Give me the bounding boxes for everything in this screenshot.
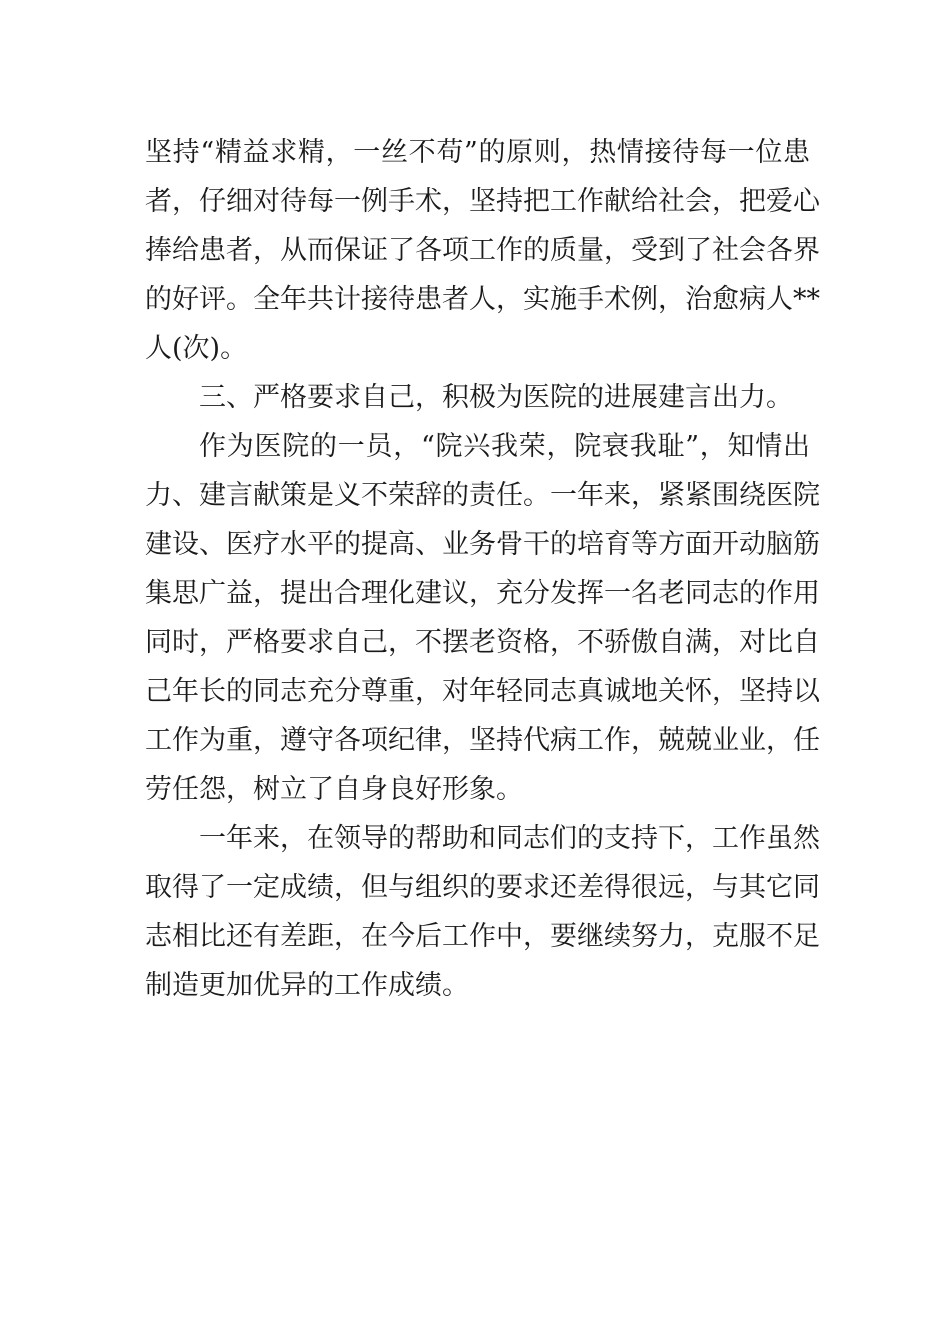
paragraph-line: 建设、医疗水平的提高、业务骨干的培育等方面开动脑筋 xyxy=(145,529,820,560)
paragraph-line: 劳任怨，树立了自身良好形象。 xyxy=(145,774,523,805)
paragraph-line: 者，仔细对待每一例手术，坚持把工作献给社会，把爱心 xyxy=(145,186,820,217)
paragraph-line: 制造更加优异的工作成绩。 xyxy=(145,970,469,1001)
paragraph-line: 力、建言献策是义不荣辞的责任。一年来，紧紧围绕医院 xyxy=(145,480,820,511)
paragraph-line: 一年来，在领导的帮助和同志们的支持下，工作虽然 xyxy=(199,823,820,854)
paragraph-line: 取得了一定成绩，但与组织的要求还差得很远，与其它同 xyxy=(145,872,820,903)
paragraph-line: 集思广益，提出合理化建议，充分发挥一名老同志的作用 xyxy=(145,578,820,609)
paragraph-line: 的好评。全年共计接待患者人，实施手术例，治愈病人** xyxy=(145,284,820,315)
section-heading: 三、严格要求自己，积极为医院的进展建言出力。 xyxy=(199,382,793,413)
paragraph-line: 作为医院的一员，“院兴我荣，院衰我耻”，知情出 xyxy=(199,431,810,462)
paragraph-1 xyxy=(145,128,820,373)
paragraph-line: 捧给患者，从而保证了各项工作的质量，受到了社会各界 xyxy=(145,235,820,266)
paragraph-2 xyxy=(145,422,820,814)
paragraph-line: 己年长的同志充分尊重，对年轻同志真诚地关怀，坚持以 xyxy=(145,676,820,707)
paragraph-line: 坚持“精益求精，一丝不苟”的原则，热情接待每一位患 xyxy=(145,137,810,168)
paragraph-line: 人(次)。 xyxy=(145,333,248,364)
paragraph-line: 工作为重，遵守各项纪律，坚持代病工作，兢兢业业，任 xyxy=(145,725,820,756)
paragraph-3 xyxy=(145,814,820,1010)
paragraph-line: 志相比还有差距，在今后工作中，要继续努力，克服不足 xyxy=(145,921,820,952)
paragraph-line: 同时，严格要求自己，不摆老资格，不骄傲自满，对比自 xyxy=(145,627,820,658)
document-body xyxy=(145,128,820,1010)
